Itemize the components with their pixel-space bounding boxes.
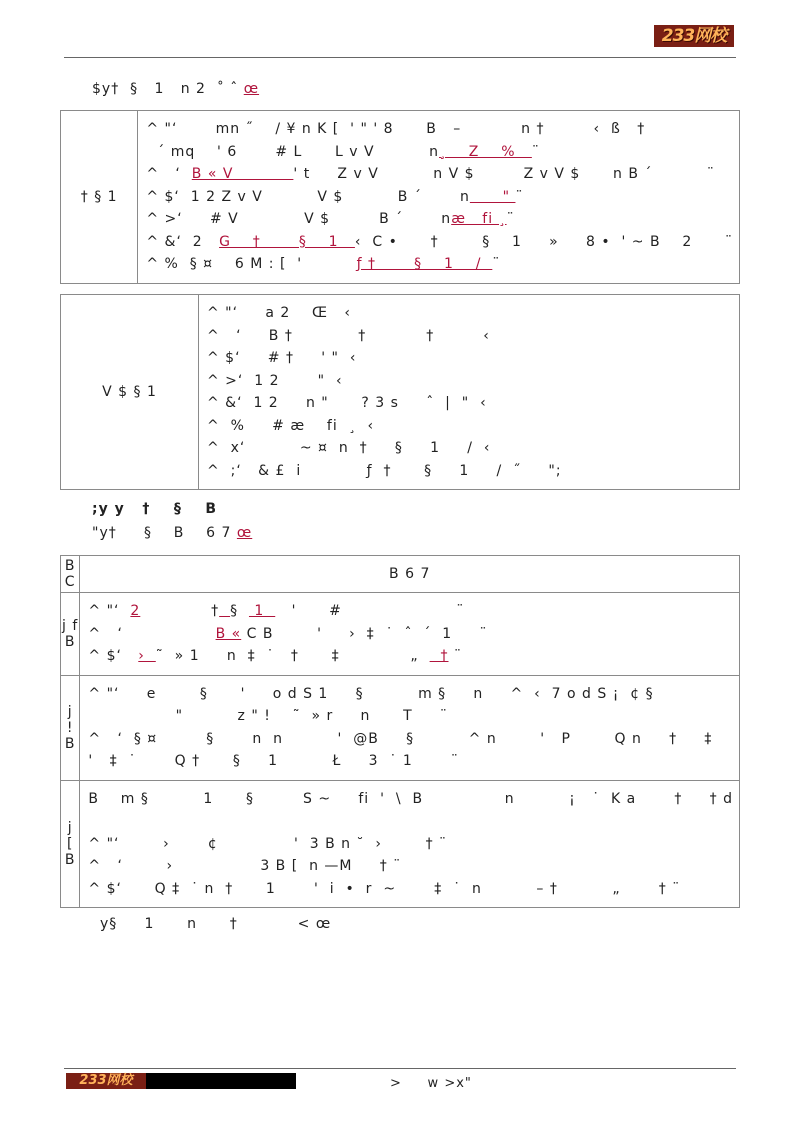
line-text: ' # ¨: [275, 603, 465, 619]
line-text: ^ "‘ › ¢ ' 3 B n ˘ › † ¨: [88, 835, 448, 852]
table-1-label: † § 1: [61, 111, 138, 284]
line-text: ¨: [506, 211, 515, 227]
red-annotation: ›: [138, 648, 156, 664]
content-line: [146, 186, 733, 209]
content-line: [88, 728, 733, 751]
content-line: [88, 600, 733, 623]
line-text: ^ "‘ mn ˝ / ¥ n K [ ' " ' 8 B – n † ‹ ß †: [146, 121, 646, 137]
content-line: [88, 683, 733, 706]
section-2-subheading: [92, 524, 252, 542]
line-text: §: [230, 603, 249, 619]
footer-text: > w >x": [390, 1076, 472, 1091]
table-2-content: [199, 295, 740, 490]
line-text: C B ' › ‡ ˙ ˆ ´ 1 ¨: [241, 625, 488, 642]
content-line: [88, 878, 733, 901]
red-annotation: ƒ † § 1 /: [356, 256, 493, 272]
intro-red-mark: œ: [243, 81, 260, 97]
content-line: [146, 141, 733, 164]
content-line: [146, 208, 733, 231]
row-content: [80, 675, 740, 780]
line-text: †: [140, 603, 220, 619]
content-line: [88, 750, 733, 773]
content-line: [146, 163, 733, 186]
row-content: [80, 780, 740, 908]
section-2-subheading-text: "y† § B 6 7: [92, 525, 237, 541]
table-3-header-2: B 6 7: [80, 556, 740, 593]
line-text: ' t Z v V n V $ Z v V $ n B ´ ¨: [293, 166, 715, 182]
line-text: ^ >‘ # V V $ B ´ n: [146, 211, 452, 227]
line-text: ^ "‘: [88, 603, 131, 619]
content-line: ^ % # æ fi ¸ ‹: [207, 417, 375, 434]
table-row: [61, 593, 740, 676]
table-2-label: V $ § 1: [61, 295, 199, 490]
content-line: ^ $‘ # † ' " ‹: [207, 350, 357, 366]
content-line: ^ >‘ 1 2 " ‹: [207, 372, 343, 389]
red-annotation: B «: [215, 625, 242, 642]
content-line: ^ ‘ B † † † ‹: [207, 327, 490, 344]
content-line: [146, 253, 733, 276]
content-line: [88, 810, 733, 833]
line-text: ^ $‘ 1 2 Z v V V $ B ´ n: [146, 188, 470, 205]
table-row: [61, 675, 740, 780]
line-text: ^ ‘: [146, 166, 192, 182]
red-annotation: B « V: [191, 166, 294, 182]
table-1-content: [138, 111, 740, 284]
red-annotation: G † § 1: [219, 233, 355, 250]
content-line: [146, 231, 733, 254]
content-line: ^ ;‘ & £ i ƒ † § 1 / ˝ ";: [207, 462, 562, 479]
line-text: ¨: [531, 143, 540, 160]
line-text: B m § 1 § S ~ fi ' \ B n ¡ ˙ K a † † d: [88, 790, 733, 807]
line-text: ´ mq ' 6 # L L v V n: [146, 143, 439, 160]
line-text: ^ $‘ Q ‡ ˙ n † 1 ' i • r ~ ‡ ˙ n – † „ † ¨: [88, 880, 681, 897]
content-line: [88, 705, 733, 728]
line-text: ^ % § ¤ 6 M : [ ': [146, 256, 357, 272]
content-line: ^ "‘ a 2 Œ ‹: [207, 305, 351, 321]
footer-divider: [64, 1068, 736, 1069]
line-text: ^ $‘: [88, 648, 139, 664]
intro-text: $y† § 1 n 2 ˚ ˆ: [92, 81, 244, 97]
intro-line: [92, 80, 259, 98]
footer-bar: [66, 1073, 296, 1089]
line-text: ^ ‘: [88, 625, 216, 642]
content-line: [88, 855, 733, 878]
red-annotation: ": [469, 188, 516, 205]
section-2-heading: ;y y † § B: [92, 501, 218, 517]
content-line: ^ x‘ ~ ¤ n † § 1 / ‹: [207, 440, 491, 456]
line-text: ^ "‘ e § ' o d S 1 § m § n ^ ‹ 7 o d S ¡ ¢ §: [88, 685, 654, 702]
line-text: " z " ! ˜ » r n T ¨: [88, 708, 448, 724]
red-annotation: 1: [248, 603, 276, 619]
red-annotation: ¸ Z %: [439, 143, 532, 160]
row-content: [80, 593, 740, 676]
line-text: ^ ‘ § ¤ § n n ' @B § ^ n ' P Q n † ‡: [88, 730, 713, 747]
content-line: [146, 118, 733, 141]
line-text: ¨: [515, 188, 524, 205]
red-annotation: 2: [130, 603, 141, 619]
footer-logo: 233网校: [66, 1073, 146, 1089]
table-1: [60, 110, 740, 284]
line-text: ˜ » 1 n ‡ ˙ † ‡ „: [155, 648, 430, 664]
line-text: ¨: [448, 648, 462, 664]
closing-line: y§ 1 n † < œ: [100, 916, 332, 932]
header-divider: [64, 57, 736, 58]
row-label: j f B: [61, 593, 80, 676]
line-text: ¨: [492, 256, 501, 272]
line-text: ^ &‘ 2: [146, 233, 220, 250]
table-3-header-1: B C: [61, 556, 80, 593]
table-3: [60, 555, 740, 908]
table-row: [61, 780, 740, 908]
line-text: ‹ C • † § 1 » 8 • ' ~ B 2 ¨: [354, 233, 733, 250]
red-annotation: †: [429, 648, 449, 664]
line-text: ^ ‘ › 3 B [ n —M † ¨: [88, 858, 402, 874]
table-2: [60, 294, 740, 490]
line-text: [88, 813, 93, 829]
content-line: [88, 788, 733, 811]
row-label: j ! B: [61, 675, 80, 780]
red-annotation: æ fi ¸: [451, 211, 507, 227]
line-text: ' ‡ ˙ Q † § 1 Ł 3 ˙ 1 ¨: [88, 753, 459, 769]
brand-logo: 233网校: [654, 25, 734, 47]
section-2-red-mark: œ: [236, 525, 253, 541]
content-line: [88, 833, 733, 856]
content-line: [88, 623, 733, 646]
content-line: ^ &‘ 1 2 n " ? 3 s ˆ | " ‹: [207, 395, 487, 411]
content-line: [88, 645, 733, 668]
row-label: j [ B: [61, 780, 80, 908]
red-annotation: [219, 603, 230, 619]
